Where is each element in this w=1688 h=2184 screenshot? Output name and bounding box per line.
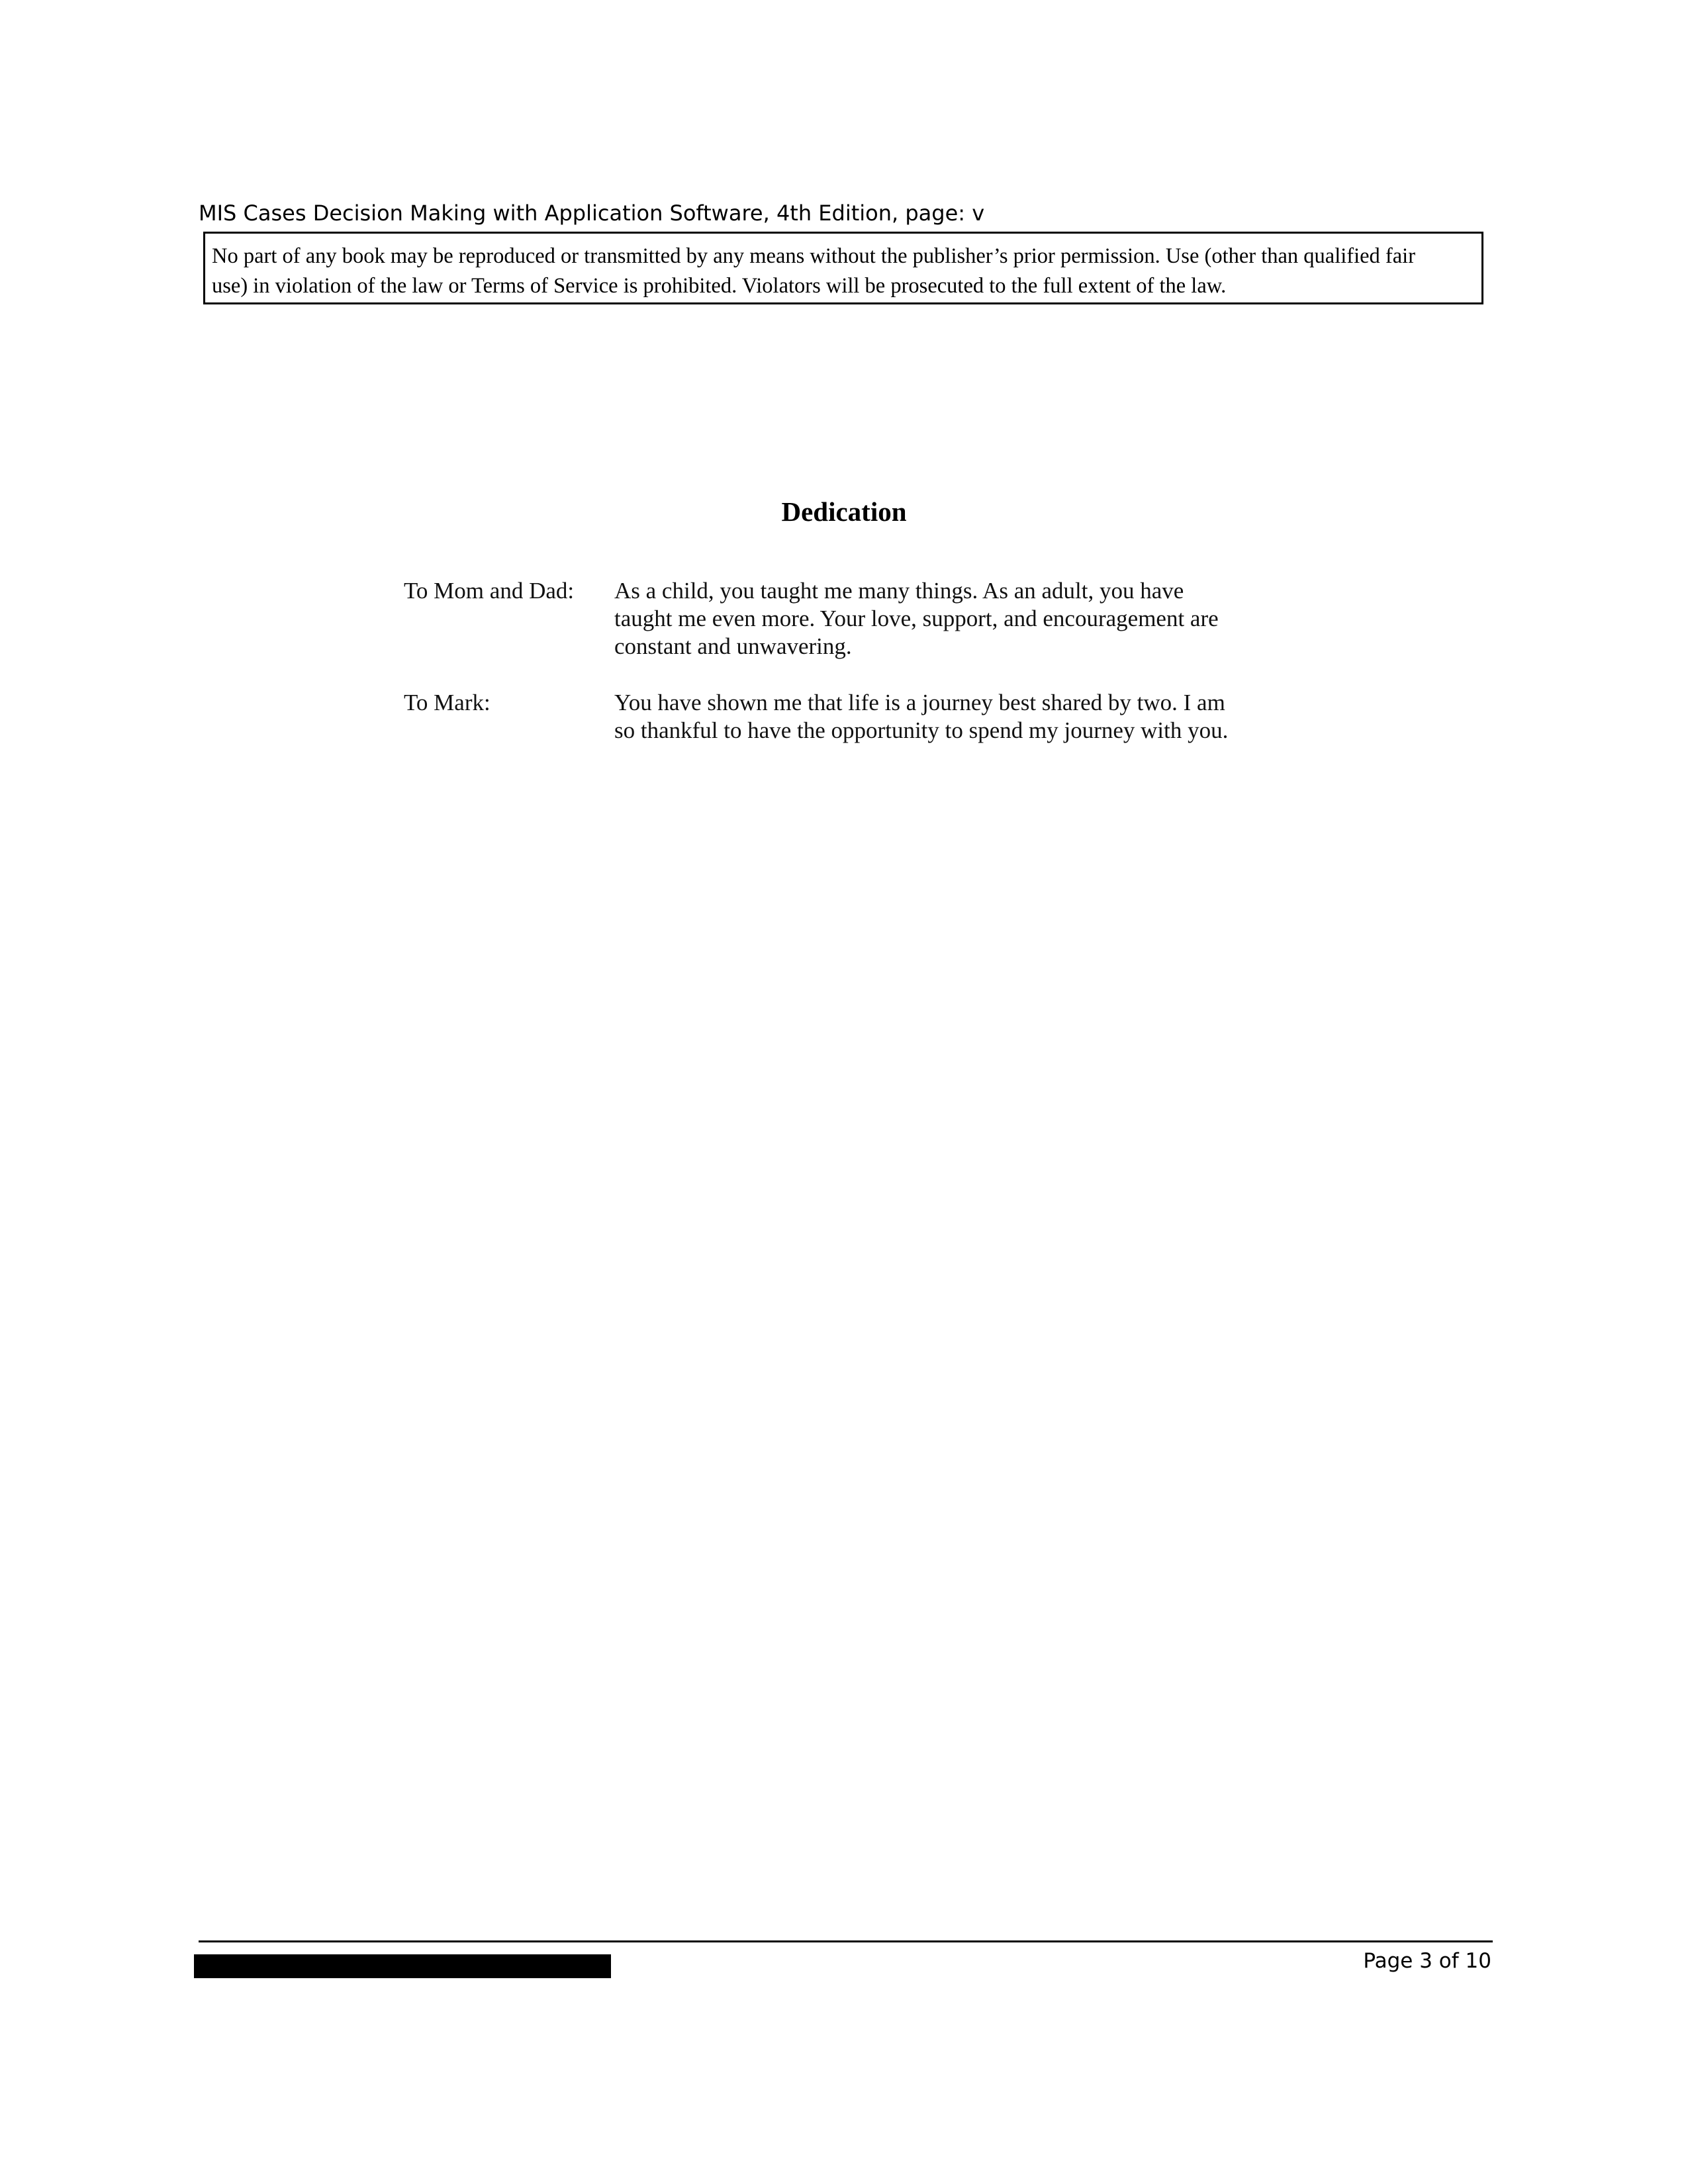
notice-line: No part of any book may be reproduced or transmitted by any means without the publisher’s prior permission. Use (other than qualified fair [212, 244, 1416, 268]
dedication-heading: Dedication [781, 496, 907, 527]
dedication-message-line: constant and unwavering. [614, 633, 852, 659]
page-header-title: MIS Cases Decision Making with Application Software, 4th Edition, page: v [199, 201, 985, 226]
page-number: Page 3 of 10 [1363, 1949, 1491, 1973]
footer-divider [199, 1940, 1493, 1942]
dedication-message-line: As a child, you taught me many things. As an adult, you have [614, 578, 1184, 604]
redaction-bar [194, 1954, 611, 1978]
dedication-message [614, 689, 1283, 745]
notice-line: use) in violation of the law or Terms of Service is prohibited. Violators will be prosecuted to the full extent of the law. [212, 274, 1227, 298]
dedication-message-line: You have shown me that life is a journey best shared by two. I am [614, 690, 1225, 715]
dedication-recipient: To Mom and Dad: [404, 578, 575, 604]
dedication-message-line: so thankful to have the opportunity to spend my journey with you. [614, 717, 1229, 743]
copyright-notice-box [203, 232, 1483, 304]
dedication-message [614, 577, 1283, 660]
dedication-message-line: taught me even more. Your love, support, and encouragement are [614, 606, 1219, 631]
dedication-recipient: To Mark: [404, 690, 491, 715]
